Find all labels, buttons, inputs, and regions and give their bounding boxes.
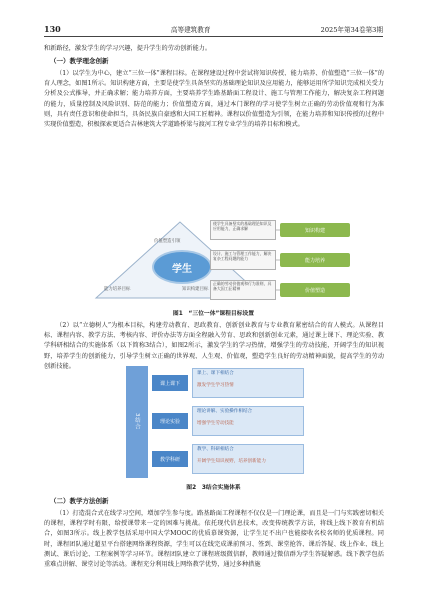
row-tag: 理论实验 [152,413,188,429]
label-value-shaping: 价值塑造引领 [154,239,181,244]
row-line-2: 激发学生学习热情 [197,383,234,388]
figure2-caption: 图2 3结合实施体系 [186,485,241,491]
desc-value: 正确的劳动价值观和行为准则，具备大国工匠精神 [210,280,276,300]
combination-row [152,444,304,476]
row-line-2: 开阔学生知识视野，培养创新能力 [197,459,266,464]
label-ability-goal: 能力培养目标 [104,287,131,292]
row-tag: 课上课下 [152,375,188,391]
label-knowledge-goal: 知识构建目标 [182,287,209,292]
page-header [44,22,383,37]
row-line-1: 理论讲解、实验操作相结合 [197,409,253,414]
figure-trinity-goals [84,216,350,304]
row-box [192,444,304,474]
goal-knowledge: 知识构建 [280,223,350,237]
goal-value: 价值塑造 [280,283,350,297]
paragraph-intro: 和新路径，激发学生的学习兴趣，提升学生的劳动创新能力。 [44,45,212,52]
desc-knowledge: 使学生具备坚实的基础理论知识及应用能力，正确求解 [210,220,276,240]
row-box [192,406,304,436]
combination-side-label: 3结合 [126,366,148,478]
figure-three-combinations [126,366,304,478]
paragraph-moral-education: （2）以“立德树人”为根本目标，构建劳动教育、思政教育、创新创业教育与专业教育紧密结合的育人模式。从课程目标、课程内容、教学方法、考核内容、评价办法等方面全程融入劳育、思政和创新创业元素，通过课上课下、理论实验、教学科研相结合的实施体系（以下简称3结合），如图2所示，激发学生的学习热情，增强学生的劳动技能，开阔学生的知识视野，培养学生的创新能力，引导学生树立正确的世界观、人生观、价值观，塑造学生良好的劳动精神面貌，提高学生的劳动创新技能。 [44,322,384,370]
journal-name: 高等建筑教育 [170,26,211,34]
section-heading-teaching-method: （二）教学方法创新 [50,497,109,505]
paragraph-trinity: （1）以学生为中心，建立“三位一体”课程目标。在课程建设过程中尝试将知识传授、能力培养、价值塑造“三位一体”的育人理念，如图1所示。知识构建方面，主要是使学生具备坚实的基础理论知识及应用能力，能够运用所学知识完成相关受力分析及公式推导，并正确求解；能力培养方面，主要培养学生路基路面工程设计、施工与管理工作能力，解决复杂工程问题的能力，质量控制及风险识别、防范的能力；价值塑造方面，通过本门课程的学习使学生树立正确的劳动价值观和行为准则，具有责任意识和使命担当，具备民族自豪感和大国工匠精神。课程以价值塑造为引领，在能力培养和知识传授的过程中实现价值塑造，积极探索更适合吉林建筑大学道路桥梁与渡河工程专业学生的培养目标和模式。 [44,70,384,129]
goal-ability: 能力培养 [280,253,350,267]
combination-row [152,406,304,438]
combination-row [152,368,304,400]
figure1-caption: 图1 “三位一体”课程目标设置 [172,311,255,317]
section-heading-teaching-concept: （一）教学理念创新 [50,57,109,65]
row-line-2: 增强学生劳动技能 [197,421,234,426]
page-number: 130 [44,24,61,34]
paragraph-blended-learning: （1）打造混合式在线学习空间，增加学生参与度。路基路面工程课程不仅仅是一门理论课，而且是一门与实践密切相关的课程，课程学时有限，给授课带来一定的困难与挑战。依托现代信息技术，改变传统教学方法，将线上线下教育有机结合，如图3所示。线上教学包括采用中国大学MOOC的优质慕课资源，让学生足不出户也能接收名校名师的优质课程。同时，课程团队通过超星平台搭建网络课程资源，学生可以在线完成课前预习、签到、课堂抢答、课后答疑、线上作业、线上测试、课后讨论、工程案例等学习环节。课程团队建立了课程班级微信群，教师通过微信群为学生答疑解惑。线下教学包括重难点讲解、课堂讨论等活动。课程充分利用线上网络教学优势，通过多种措施 [44,510,384,569]
desc-ability: 设计、施工与管理工作能力，解决复杂工程问题的能力 [210,250,276,270]
issue-info: 2025年第34卷第3期 [320,26,383,34]
row-line-1: 课上、课下相结合 [197,371,234,376]
row-tag: 教学科研 [152,451,188,467]
row-line-1: 教学、科研相结合 [197,447,234,452]
student-ellipse: 学生 [152,250,212,284]
row-box [192,368,304,398]
